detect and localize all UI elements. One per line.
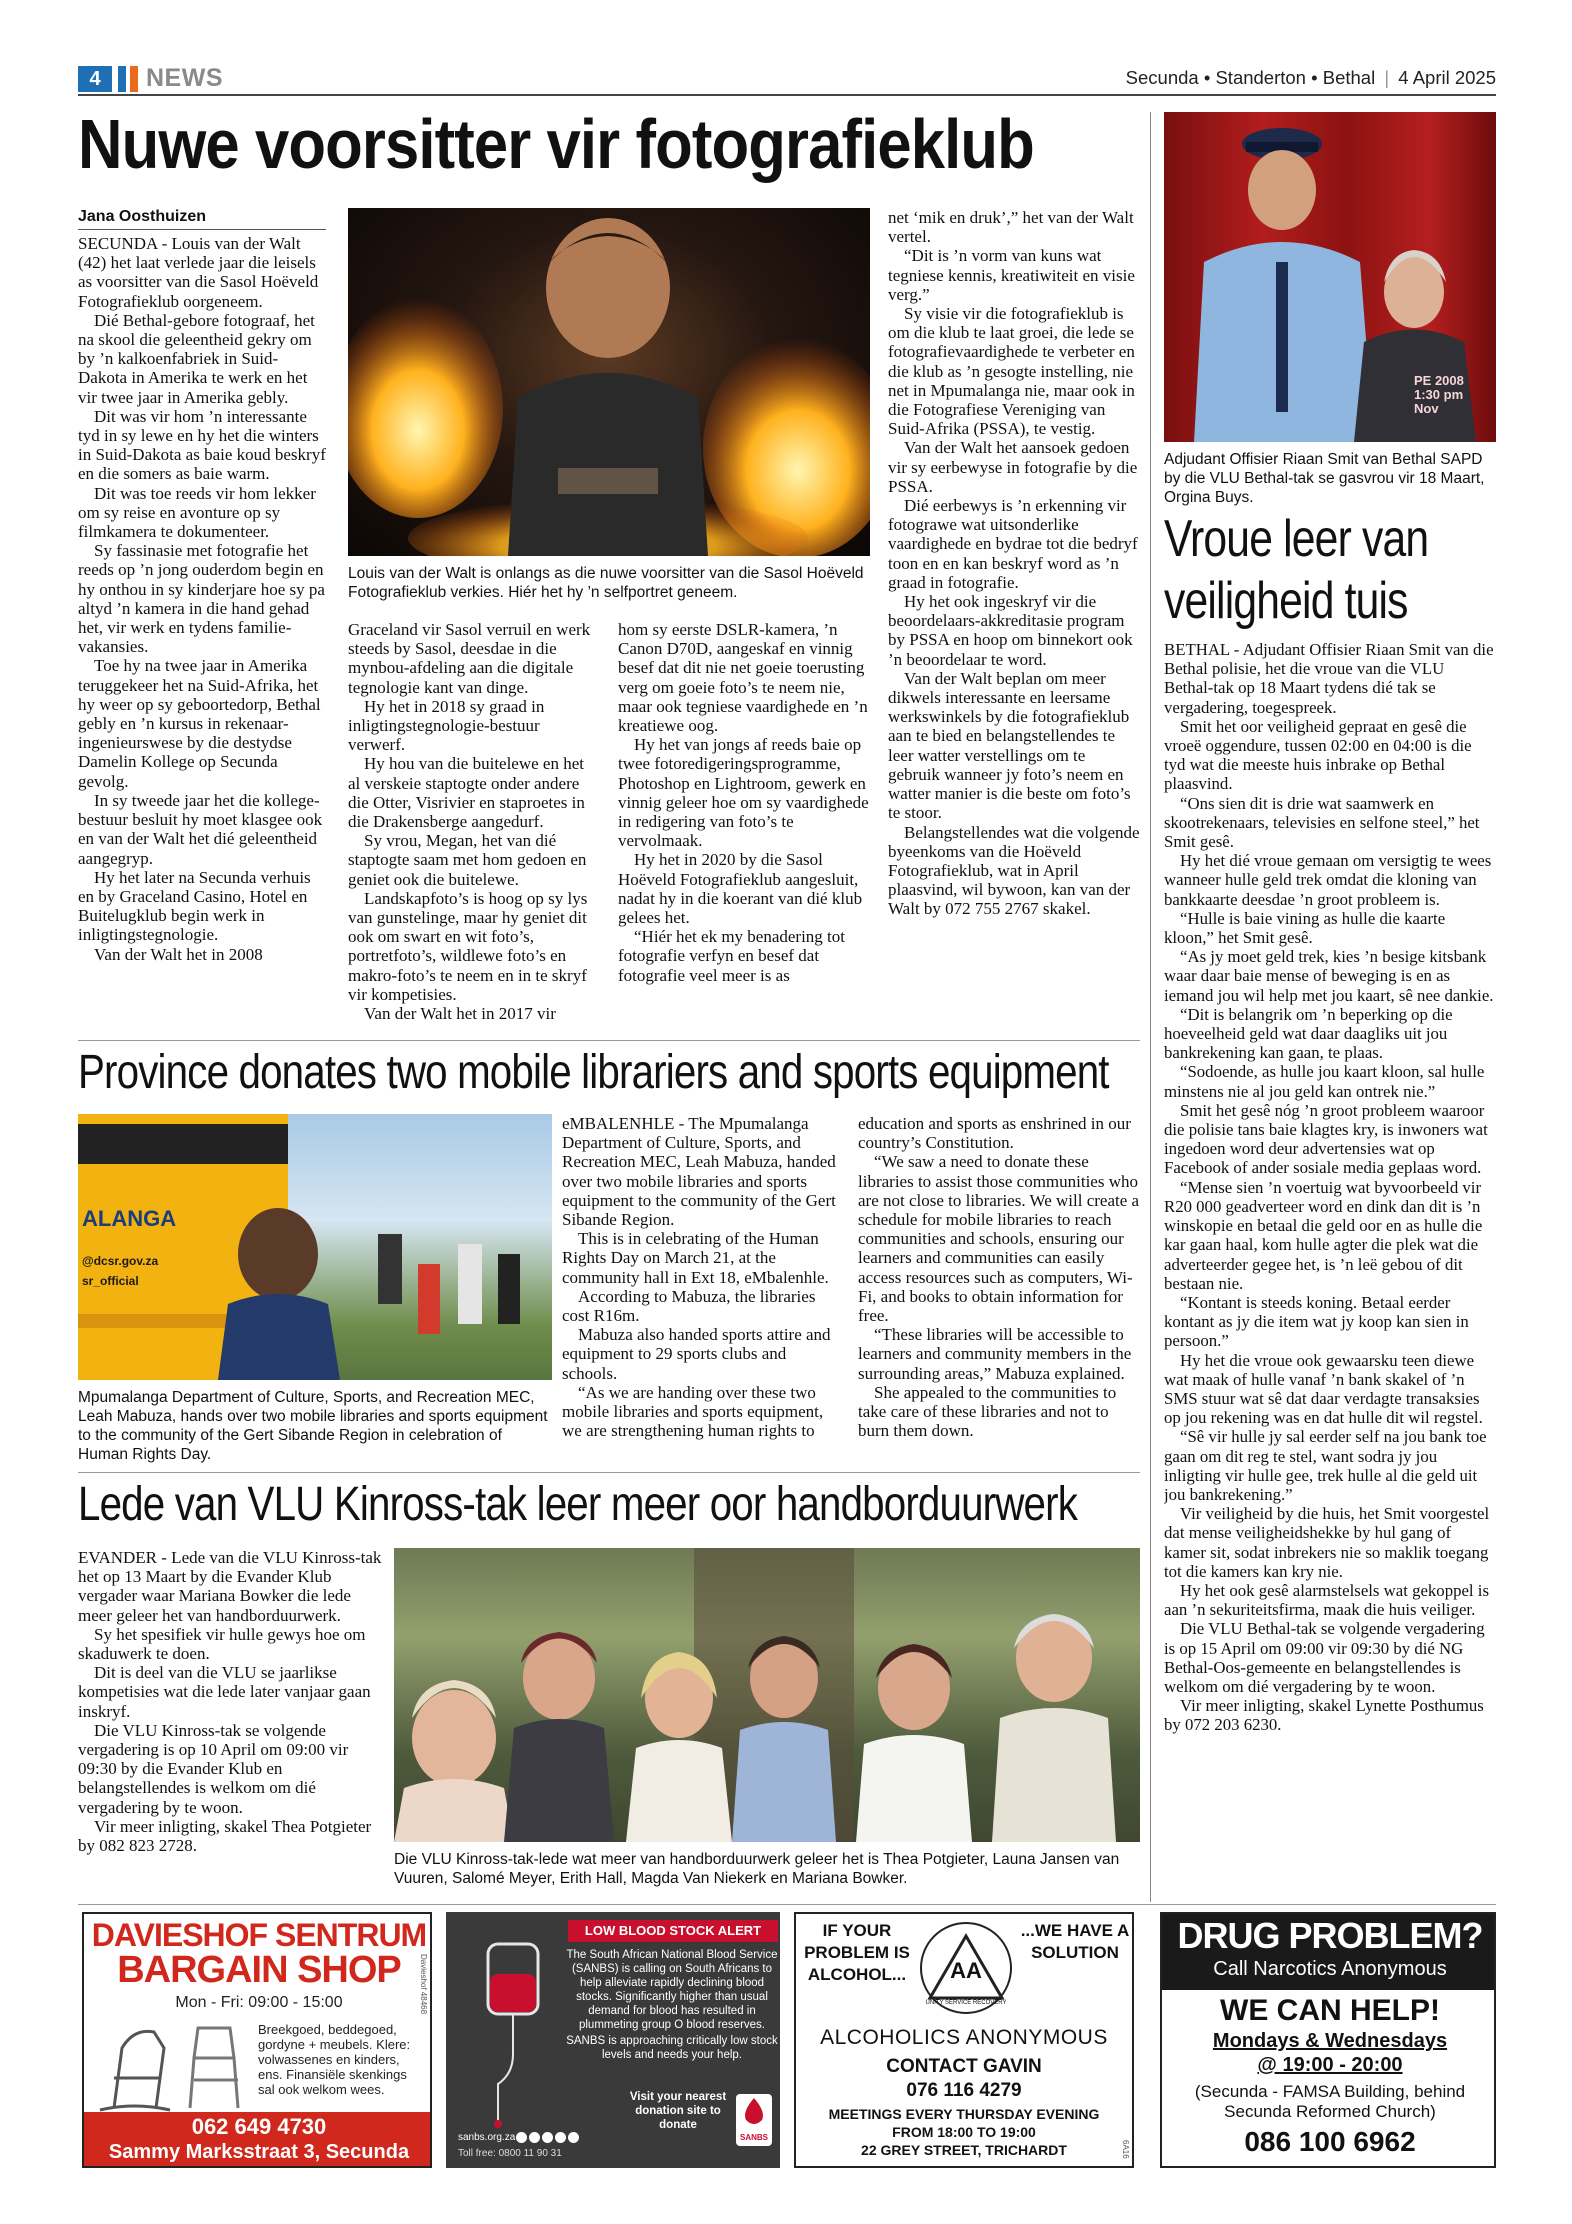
- davieshof-side-label: Davieshof 48468: [419, 1954, 428, 2015]
- paragraph: Hy het die vroue ook gewaarsku teen diewe wat maak of hulle vanaf ’n bank skakel of ’n SMS stuur wat sê dat daar verdagte transaksies op jou rekening was en dat hulle dit wil regstel.: [1164, 1350, 1483, 1428]
- paragraph: SECUNDA - Louis van der Walt (42) het laat verlede jaar die leisels as voorsitter van die Sasol Hoëveld Fotografieklub oorgeneem.: [78, 234, 319, 311]
- blood-bag-icon: [458, 1924, 558, 2134]
- headline-line: Vroue leer van: [1164, 510, 1429, 568]
- article1-photo-selfportrait: [348, 208, 870, 556]
- paragraph: Landskapfoto’s is hoog op sy lys van gunstelinge, maar hy geniet dit ook om swart en wit foto’s, portretfoto’s, wildlewe foto’s en makro-foto’s te neem en in te skryf vir kompetisies.: [348, 888, 588, 1004]
- sanbs-web: sanbs.org.za: [458, 2132, 516, 2143]
- sanbs-tollfree: Toll free: 0800 11 90 31: [458, 2148, 562, 2159]
- article3-photo-mobile-library: [78, 1114, 552, 1380]
- paragraph: “As jy moet geld trek, kies ’n besige kitsbank waar daar baie mense of beweging is en as iemand jou wil help met jou kaart, sê nee dankie.: [1164, 947, 1494, 1005]
- paragraph: Hy het ook gesê alarmstelsels wat gekoppel is aan ’n sekuriteitsfirma, maak die huis veiliger.: [1164, 1580, 1489, 1620]
- aa-right-text: ...WE HAVE A SOLUTION: [1020, 1921, 1130, 1962]
- paragraph: Hy het in 2020 by die Sasol Hoëveld Fotografieklub aangesluit, nadat hy in die koerant van dié klub gelees het.: [618, 850, 863, 928]
- na-location: (Secunda - FAMSA Building, behind Secunda Reformed Church): [1194, 2082, 1466, 2121]
- section-name: NEWS: [146, 64, 223, 92]
- paragraph: Van der Walt het in 2008: [94, 944, 263, 964]
- na-time: @ 19:00 - 20:00: [1257, 2054, 1403, 2076]
- article1-photo-caption: Louis van der Walt is onlangs as die nuwe voorsitter van die Sasol Hoëveld Fotografieklub verkies. Hiér het hy ’n selfportret geneem.: [348, 565, 864, 601]
- paragraph: “Dit is belangrik om ’n beperking op die hoeveelheid geld wat daar daagliks uit jou bankrekening kan gaan, te plaas.: [1164, 1004, 1453, 1063]
- article3-column-1: [562, 1114, 838, 1474]
- article4-headline: Lede van VLU Kinross-tak leer meer oor handborduurwerk: [78, 1478, 1078, 1531]
- paragraph: “Mense sien ’n voertuig wat byvoorbeeld vir R20 000 geadverteer word en dink dan dit is ’n winskopie en betaal die geld oor en as hulle die kar gaan haal, kom hulle agter die plek wat die adverteerder gegee het, is ’n leë gebou of dit bestaan nie.: [1164, 1177, 1483, 1293]
- davieshof-hours: Mon - Fri: 09:00 - 15:00: [175, 1994, 343, 2011]
- paragraph: “Sê vir hulle jy sal eerder self na jou bank toe gaan om dit reg te stel, want sodra jy jou inligting vir hulle gee, trek hulle al die geld uit jou bankrekening.”: [1164, 1427, 1487, 1504]
- bus-signage: sr_official: [82, 1274, 139, 1288]
- fire-portrait-illustration: [348, 208, 870, 556]
- paragraph: Sy het spesifiek vir hulle gewys hoe om skaduwerk te doen.: [78, 1624, 366, 1664]
- paragraph: BETHAL - Adjudant Offisier Riaan Smit van die Bethal polisie, het die vroue van die VLU Bethal-tak op 18 Maart tydens dié tak se vergadering, toegespreek.: [1164, 640, 1494, 717]
- na-title: DRUG PROBLEM?: [1177, 1915, 1483, 1956]
- social-icon: [555, 2132, 566, 2143]
- paragraph: hom sy eerste DSLR-kamera, ’n Canon D70D, aangeskaf en vinnig besef dat dit nie net goeie toerusting verg om goeie foto’s te neem nie, maar ook tegniese vaardighede en ’n kreatiewe oog.: [618, 620, 868, 736]
- na-header: [1162, 1914, 1496, 1990]
- sanbs-logo-text: SANBS: [739, 2133, 768, 2142]
- article1-column-4: [888, 208, 1140, 1038]
- paragraph: Vir meer inligting, skakel Lynette Posthumus by 072 203 6230.: [1164, 1696, 1484, 1735]
- paragraph: Van der Walt beplan om meer dikwels interessante en leersame werkswinkels by die fotografieklub aan te bied en belangstellendes te leer watter verstellings om te gebruik wanneer jy foto’s neem en watter manier is die beste om foto’s te stoor.: [888, 668, 1131, 823]
- paragraph: “Hulle is baie vining as hulle die kaarte kloon,” het Smit gesê.: [1164, 908, 1446, 948]
- paragraph: Smit het gesê nóg ’n groot probleem waaroor die polisie tans baie klagtes kry, is inwoners wat ingedoen word deur advertensies wat op Facebook of ander sosiale media geplaas word.: [1164, 1100, 1488, 1178]
- article4-body: [78, 1548, 384, 1898]
- article1-headline: Nuwe voorsitter vir fotografieklub: [78, 105, 1034, 183]
- article3-photo-caption: Mpumalanga Department of Culture, Sports, and Recreation MEC, Leah Mabuza, hands over two mobile libraries and sports equipment to the community of the Gert Sibande Region in celebration of Human Rights Day.: [78, 1389, 548, 1463]
- paragraph: Dit was vir hom ’n interessante tyd in sy lewe en hy het die winters in Suid-Dakota as baie koud beskryf en die somers as baie warm.: [78, 406, 326, 484]
- paragraph: Hy het dié vroue gemaan om versigtig te wees wanneer hulle geld trek omdat die kloning van bankkaarte deesdae ’n groot probleem is.: [1164, 851, 1492, 909]
- paragraph: Hy hou van die buitelewe en het al verskeie staptogte onder andere die Otter, Visrivier en staproetes in die Drakensberge aangedurf.: [348, 754, 585, 832]
- paragraph: Vir veiligheid by die huis, het Smit voorgestel dat mense veiligheidshekke by hul gang of kamer sit, sodat inbrekers nie so maklik toegang tot die kamers kan kry nie.: [1164, 1504, 1490, 1581]
- article1-column-1: [78, 234, 326, 1034]
- paragraph: Hy het in 2018 sy graad in inligtingstegnologie-bestuur verwerf.: [348, 696, 545, 755]
- article4-top-rule: [78, 1472, 1140, 1473]
- davieshof-title-2: BARGAIN SHOP: [117, 1949, 401, 1991]
- paragraph: “Kontant is steeds koning. Betaal eerder kontant as jy die item wat jy koop kan sien in persoon.”: [1164, 1292, 1469, 1351]
- social-icon: [542, 2132, 553, 2143]
- paragraph: Sy vrou, Megan, het van dié staptogte saam met hom gedoen en geniet ook die buitelewe.: [348, 831, 587, 889]
- paragraph: According to Mabuza, the libraries cost R16m.: [562, 1286, 816, 1326]
- paragraph: eMBALENHLE - The Mpumalanga Department of Culture, Sports, and Recreation MEC, Leah Mabuza, handed over two mobile libraries and sports equipment to the community of the Gert Sibande Region.: [562, 1114, 836, 1230]
- sanbs-visit: Visit your nearest donation site to donate: [629, 2091, 727, 2131]
- paragraph: “These libraries will be accessible to learners and community members in the surrounding areas,” Mabuza explained.: [858, 1325, 1132, 1383]
- paragraph: “As we are handing over these two mobile libraries and sports equipment, we are strengthening human rights to: [562, 1382, 824, 1441]
- aa-phone: 076 116 4279: [906, 2080, 1022, 2101]
- blood-drop-icon: [736, 2094, 772, 2128]
- paragraph: Belangstellendes wat die volgende byeenkoms van die Hoëveld Fotografieklub, wat in April plaasvind, wil bywoon, kan van der Walt by 072 755 2767 skakel.: [888, 822, 1140, 919]
- aa-contact: CONTACT GAVIN: [886, 2056, 1042, 2077]
- article2-body: [1164, 640, 1496, 1894]
- paragraph: Graceland vir Sasol verruil en werk steeds by Sasol, deesdae in die mynbou-afdeling aan die digitale tegnologie kant van dinge.: [348, 620, 591, 697]
- article3-column-2: [858, 1114, 1140, 1474]
- sanbs-title: LOW BLOOD STOCK ALERT: [568, 1920, 778, 1942]
- aa-time: FROM 18:00 TO 19:00: [892, 2124, 1036, 2140]
- davieshof-address: Sammy Marksstraat 3, Secunda: [108, 2141, 410, 2163]
- sanbs-paragraph-1: The South African National Blood Service (SANBS) is calling on South Africans to help alleviate rapidly declining blood stocks. Significantly higher than usual demand for blood has resulted in plummeting group O blood reserves.: [566, 1949, 778, 2031]
- aa-meetings: MEETINGS EVERY THURSDAY EVENING: [828, 2106, 1100, 2122]
- page-header: [78, 64, 1496, 94]
- dateline-separator: |: [1384, 67, 1390, 88]
- article2-headline: [1164, 508, 1496, 632]
- section-marker-blue: [118, 66, 126, 92]
- na-subtitle: Call Narcotics Anonymous: [1213, 1958, 1447, 1980]
- paragraph: Mabuza also handed sports attire and equipment to 29 sports clubs and schools.: [562, 1325, 831, 1383]
- na-days: Mondays & Wednesdays: [1212, 2030, 1448, 2052]
- paragraph: In sy tweede jaar het die kollege-bestuur besluit hy moet klasgee ook en van der Walt het dié geleentheid aangegryp.: [78, 790, 323, 868]
- social-icon: [568, 2132, 579, 2143]
- article2-photo-officer-and-host: [1164, 112, 1496, 442]
- paragraph: Van der Walt het aansoek gedoen vir sy eerbewyse in fotografie by die PSSA.: [888, 438, 1138, 496]
- paragraph: Sy visie vir die fotografieklub is om die klub te laat groei, die lede se fotografievaardighede te verbeter en die klub as ’n gesogte instelling, nie net in Mpumalanga nie, maar ook in die Fotografiese Vereniging van Suid-Afrika (PSSA), te vestig.: [888, 304, 1135, 439]
- ad-davieshof-bargain-shop: [82, 1912, 432, 2168]
- paragraph: Dié Bethal-gebore fotograaf, het na skool die geleentheid gekry om by ’n kalkoenfabriek in Suid-Dakota in Amerika te werk en het vir twee jaar in Amerika gebly.: [78, 310, 315, 407]
- davieshof-details: Breekgoed, beddegoed, gordyne + meubels. Klere: volwassenes en kinders, ens. Finansiële skenkings sal ook welkom wees.: [258, 2022, 411, 2097]
- bus-signage: ALANGA: [82, 1206, 177, 1231]
- paragraph: “Hiér het ek my benadering tot fotografie verfyn en besef dat fotografie veel meer is as: [618, 927, 846, 985]
- social-icon: [516, 2132, 527, 2143]
- furniture-chairs-icon: [94, 2018, 254, 2114]
- ad-alcoholics-anonymous: [794, 1912, 1134, 2168]
- header-rule: [78, 94, 1496, 96]
- paragraph: This is in celebrating of the Human Rights Day on March 21, at the community hall in Ext 18, eMbalenhle.: [562, 1229, 829, 1287]
- paragraph: net ‘mik en druk’,” het van der Walt vertel.: [888, 208, 1134, 247]
- article4-photo-caption: Die VLU Kinross-tak-lede wat meer van handborduurwerk geleer het is Thea Potgieter, Launa Jansen van Vuuren, Salomé Meyer, Erith Hall, Magda Van Niekerk en Mariana Bowker.: [394, 1851, 1120, 1887]
- paragraph: Vir meer inligting, skakel Thea Potgieter by 082 823 2728.: [78, 1816, 372, 1856]
- paragraph: Hy het van jongs af reeds baie op twee fotoredigeringsprogramme, Photoshop en Lightroom, gewerk en vinnig geleer hoe om sy vaardighede in redigering van foto’s te vervolmaak.: [618, 735, 869, 851]
- article3-top-rule: [78, 1040, 1140, 1041]
- aa-logo: [920, 1922, 1012, 2014]
- ad-narcotics-anonymous: [1160, 1912, 1496, 2168]
- paragraph: “Sodoende, as hulle jou kaart kloon, sal hulle minstens nie al jou geld kan ontrek nie.”: [1164, 1062, 1485, 1101]
- social-icon: [529, 2132, 540, 2143]
- paragraph: Dié eerbewys is ’n erkenning vir fotograwe wat uitsonderlike vaardighede en bydrae tot die bedryf toon en en kan beskryf word as ’n graad in fotografie.: [888, 496, 1138, 592]
- mobile-library-illustration: [78, 1114, 552, 1380]
- aa-logo-ring: UNITY SERVICE RECOVERY: [925, 2000, 1007, 2006]
- article1-column-3: [618, 620, 870, 1040]
- ads-top-rule: [78, 1904, 1496, 1905]
- section-marker-orange: [130, 66, 138, 92]
- column-divider-right: [1150, 112, 1151, 1902]
- bus-signage: @dcsr.gov.za: [82, 1254, 159, 1268]
- aa-address: 22 GREY STREET, TRICHARDT: [861, 2142, 1067, 2158]
- paragraph: “We saw a need to donate these libraries to assist those communities who are not close to libraries. We will create a schedule for mobile libraries to reach communities and schools, ensuring our learners and communities can easily access resources such as computers, Wi-Fi, and books to obtain information for free.: [858, 1152, 1140, 1326]
- paragraph: education and sports as enshrined in our country’s Constitution.: [858, 1114, 1131, 1153]
- issue-date: 4 April 2025: [1398, 67, 1496, 88]
- na-help: WE CAN HELP!: [1220, 1994, 1440, 2027]
- article1-column-2: [348, 620, 598, 1040]
- page-number: 4: [78, 66, 112, 92]
- group-photo-illustration: [394, 1548, 1140, 1842]
- paragraph: Die VLU Kinross-tak se volgende vergadering is op 10 April om 09:00 vir 09:30 by die Evander Klub en belangstellendes is welkom om dié vergadering by te woon.: [78, 1720, 349, 1817]
- aa-name: ALCOHOLICS ANONYMOUS: [820, 2026, 1108, 2049]
- background-poster-text: PE 2008 1:30 pm Nov: [1414, 373, 1464, 416]
- paragraph: Van der Walt het in 2017 vir: [364, 1004, 556, 1024]
- na-phone: 086 100 6962: [1244, 2126, 1416, 2157]
- edition-dateline: [1126, 67, 1496, 89]
- paragraph: She appealed to the communities to take care of these libraries and not to burn them down.: [858, 1382, 1117, 1441]
- paragraph: Dit was toe reeds vir hom lekker om sy reise en avonture op sy filmkamera te dokumenteer.: [78, 483, 316, 542]
- ad-sanbs-blood-alert: [446, 1912, 780, 2168]
- paragraph: Hy het ook ingeskryf vir die beoordelaars-akkreditasie program by PSSA en hoop om binnekort ook ’n beoordelaar te word.: [888, 592, 1133, 669]
- paragraph: Toe hy na twee jaar in Amerika teruggekeer het na Suid-Afrika, het hy weer op sy geboortedorp, Bethal gebly en ’n kursus in rekenaar-ingenieurswese by die destydse Damelin Kollege op Secunda gevolg.: [78, 656, 321, 791]
- paragraph: “Dit is ’n vorm van kuns wat tegniese kennis, kreatiwiteit en visie verg.”: [888, 246, 1135, 304]
- edition: Secunda • Standerton • Bethal: [1125, 67, 1376, 88]
- aa-side-label: 6A16: [1121, 2140, 1130, 2159]
- article2-photo-caption: Adjudant Offisier Riaan Smit van Bethal SAPD by die VLU Bethal-tak se gasvrou vir 18 Maart, Orgina Buys.: [1164, 451, 1485, 506]
- article4-photo-group: [394, 1548, 1140, 1842]
- paragraph: EVANDER - Lede van die VLU Kinross-tak het op 13 Maart by die Evander Klub vergader waar Mariana Bowker die lede meer geleer het van handborduurwerk.: [78, 1548, 382, 1625]
- sanbs-logo: [736, 2094, 772, 2146]
- sanbs-paragraph-2: SANBS is approaching critically low stock levels and needs your help.: [566, 2035, 778, 2061]
- sanbs-social-icons: [516, 2130, 579, 2148]
- paragraph: Sy fassinasie met fotografie het reeds op ’n jong ouderdom begin en hy onthou in sy kinderjare hoe sy pa altyd ’n kamera in die hand gehad het, vir werk en tydens familie-vakansies.: [78, 541, 325, 657]
- paragraph: Die VLU Bethal-tak se volgende vergadering is op 15 April om 09:00 vir 09:30 by dié NG Bethal-Oos-gemeente en belangstellendes is welkom om dié vergadering by te woon.: [1164, 1619, 1485, 1696]
- article1-byline: Jana Oosthuizen: [78, 208, 326, 230]
- paragraph: Smit het oor veiligheid gepraat en gesê die vroeë oggendure, tussen 02:00 en 04:00 is die tyd wat die meeste huis inbrake op Bethal plaasvind.: [1164, 716, 1472, 794]
- paragraph: “Ons sien dit is drie wat saamwerk en skootrekenaars, televisies en selfone steel,” het Smit gesê.: [1164, 793, 1480, 852]
- davieshof-footer: [84, 2112, 432, 2168]
- davieshof-phone: 062 649 4730: [191, 2114, 327, 2139]
- aa-logo-letters: AA: [950, 1958, 982, 1983]
- davieshof-title-1: DAVIESHOF SENTRUM: [91, 1917, 427, 1953]
- aa-left-text: IF YOUR PROBLEM IS ALCOHOL...: [804, 1921, 910, 1984]
- headline-line: veiligheid tuis: [1164, 572, 1408, 630]
- article3-headline: Province donates two mobile librariers and sports equipment: [78, 1046, 1109, 1099]
- paragraph: Dit is deel van die VLU se jaarlikse kompetisies wat die lede later vanjaar gaan inskryf.: [78, 1663, 371, 1721]
- paragraph: Hy het later na Secunda verhuis en by Graceland Casino, Hotel en Buitelugklub begin werk in inligtingstegnologie.: [78, 867, 311, 945]
